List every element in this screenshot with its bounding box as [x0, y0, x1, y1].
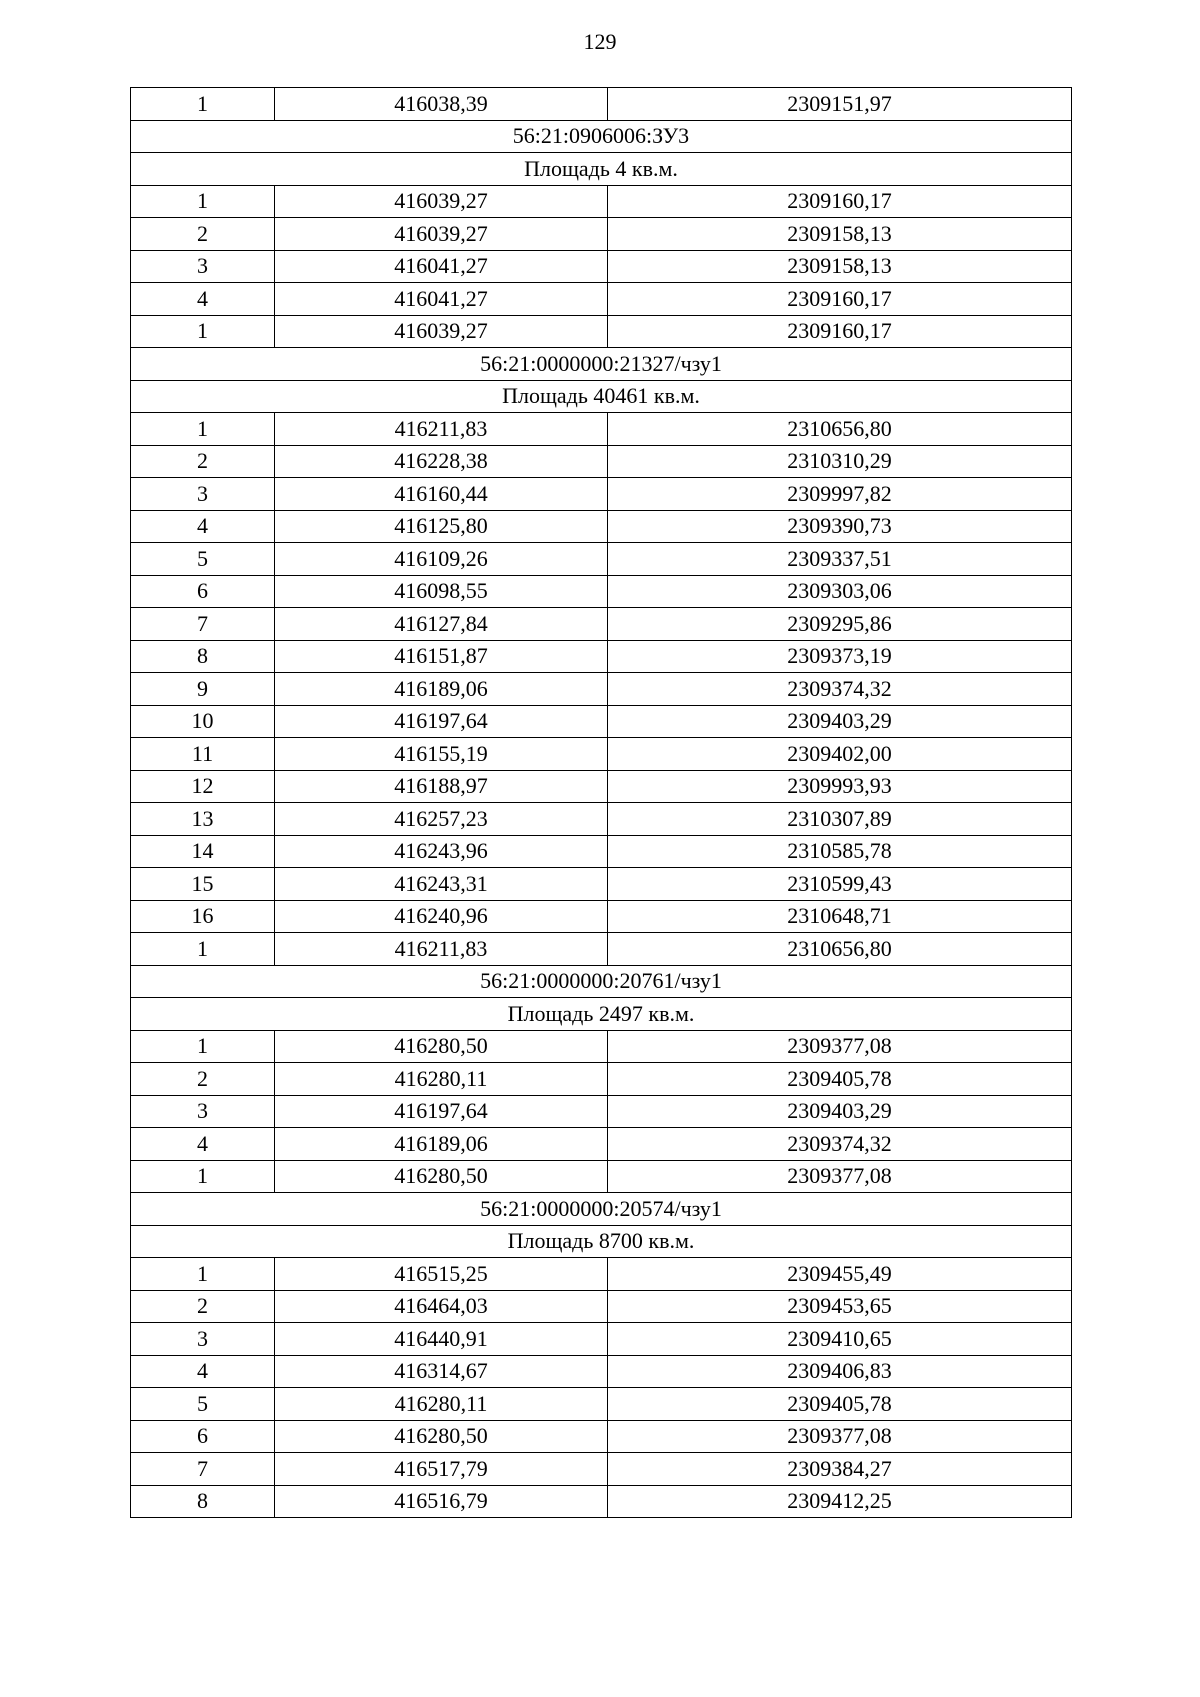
x-coordinate-cell: 416188,97	[275, 770, 608, 803]
section-header-cell: 56:21:0000000:21327/чзу1	[131, 348, 1072, 381]
x-coordinate-cell: 416314,67	[275, 1355, 608, 1388]
point-number-cell: 1	[131, 185, 275, 218]
section-header-cell: 56:21:0000000:20761/чзу1	[131, 965, 1072, 998]
y-coordinate-cell: 2309993,93	[608, 770, 1072, 803]
x-coordinate-cell: 416160,44	[275, 478, 608, 511]
table-row	[131, 1453, 1072, 1486]
section-header-cell: 56:21:0906006:ЗУ3	[131, 120, 1072, 153]
y-coordinate-cell: 2309403,29	[608, 705, 1072, 738]
page-number: 129	[583, 29, 617, 54]
section-header-row	[131, 998, 1072, 1031]
table-row	[131, 1063, 1072, 1096]
y-coordinate-cell: 2309337,51	[608, 543, 1072, 576]
x-coordinate-cell: 416440,91	[275, 1323, 608, 1356]
point-number-cell: 4	[131, 283, 275, 316]
table-row	[131, 445, 1072, 478]
y-coordinate-cell: 2309377,08	[608, 1160, 1072, 1193]
point-number-cell: 4	[131, 1355, 275, 1388]
x-coordinate-cell: 416039,27	[275, 315, 608, 348]
table-row	[131, 88, 1072, 121]
section-header-cell: Площадь 2497 кв.м.	[131, 998, 1072, 1031]
x-coordinate-cell: 416197,64	[275, 1095, 608, 1128]
y-coordinate-cell: 2309390,73	[608, 510, 1072, 543]
point-number-cell: 4	[131, 510, 275, 543]
table-row	[131, 185, 1072, 218]
y-coordinate-cell: 2309403,29	[608, 1095, 1072, 1128]
table-row	[131, 770, 1072, 803]
table-row	[131, 1388, 1072, 1421]
y-coordinate-cell: 2309160,17	[608, 283, 1072, 316]
x-coordinate-cell: 416211,83	[275, 413, 608, 446]
table-row	[131, 250, 1072, 283]
point-number-cell: 3	[131, 1323, 275, 1356]
x-coordinate-cell: 416189,06	[275, 673, 608, 706]
y-coordinate-cell: 2309377,08	[608, 1030, 1072, 1063]
x-coordinate-cell: 416039,27	[275, 185, 608, 218]
point-number-cell: 14	[131, 835, 275, 868]
x-coordinate-cell: 416280,50	[275, 1160, 608, 1193]
x-coordinate-cell: 416109,26	[275, 543, 608, 576]
table-row	[131, 218, 1072, 251]
point-number-cell: 6	[131, 575, 275, 608]
y-coordinate-cell: 2309373,19	[608, 640, 1072, 673]
table-row	[131, 835, 1072, 868]
point-number-cell: 6	[131, 1420, 275, 1453]
x-coordinate-cell: 416189,06	[275, 1128, 608, 1161]
table-row	[131, 283, 1072, 316]
y-coordinate-cell: 2310585,78	[608, 835, 1072, 868]
y-coordinate-cell: 2309410,65	[608, 1323, 1072, 1356]
section-header-row	[131, 965, 1072, 998]
point-number-cell: 7	[131, 1453, 275, 1486]
point-number-cell: 3	[131, 250, 275, 283]
point-number-cell: 13	[131, 803, 275, 836]
table-row	[131, 1420, 1072, 1453]
table-row	[131, 1030, 1072, 1063]
x-coordinate-cell: 416515,25	[275, 1258, 608, 1291]
y-coordinate-cell: 2310656,80	[608, 933, 1072, 966]
table-row	[131, 1128, 1072, 1161]
x-coordinate-cell: 416257,23	[275, 803, 608, 836]
point-number-cell: 8	[131, 640, 275, 673]
point-number-cell: 5	[131, 543, 275, 576]
point-number-cell: 1	[131, 1030, 275, 1063]
point-number-cell: 16	[131, 900, 275, 933]
section-header-cell: 56:21:0000000:20574/чзу1	[131, 1193, 1072, 1226]
x-coordinate-cell: 416155,19	[275, 738, 608, 771]
x-coordinate-cell: 416041,27	[275, 283, 608, 316]
y-coordinate-cell: 2309374,32	[608, 1128, 1072, 1161]
y-coordinate-cell: 2309151,97	[608, 88, 1072, 121]
point-number-cell: 2	[131, 1063, 275, 1096]
x-coordinate-cell: 416243,31	[275, 868, 608, 901]
point-number-cell: 1	[131, 315, 275, 348]
point-number-cell: 11	[131, 738, 275, 771]
y-coordinate-cell: 2309455,49	[608, 1258, 1072, 1291]
point-number-cell: 1	[131, 933, 275, 966]
y-coordinate-cell: 2310599,43	[608, 868, 1072, 901]
table-row	[131, 640, 1072, 673]
point-number-cell: 5	[131, 1388, 275, 1421]
table-row	[131, 900, 1072, 933]
section-header-cell: Площадь 4 кв.м.	[131, 153, 1072, 186]
y-coordinate-cell: 2309295,86	[608, 608, 1072, 641]
y-coordinate-cell: 2309405,78	[608, 1388, 1072, 1421]
y-coordinate-cell: 2310648,71	[608, 900, 1072, 933]
point-number-cell: 1	[131, 88, 275, 121]
coordinates-table-body	[131, 88, 1072, 1518]
table-row	[131, 478, 1072, 511]
x-coordinate-cell: 416240,96	[275, 900, 608, 933]
section-header-row	[131, 348, 1072, 381]
y-coordinate-cell: 2310310,29	[608, 445, 1072, 478]
y-coordinate-cell: 2309402,00	[608, 738, 1072, 771]
y-coordinate-cell: 2309160,17	[608, 315, 1072, 348]
x-coordinate-cell: 416098,55	[275, 575, 608, 608]
table-row	[131, 1485, 1072, 1518]
section-header-row	[131, 120, 1072, 153]
table-row	[131, 510, 1072, 543]
x-coordinate-cell: 416280,50	[275, 1420, 608, 1453]
table-row	[131, 315, 1072, 348]
table-row	[131, 413, 1072, 446]
y-coordinate-cell: 2309303,06	[608, 575, 1072, 608]
x-coordinate-cell: 416280,11	[275, 1388, 608, 1421]
point-number-cell: 1	[131, 1160, 275, 1193]
point-number-cell: 2	[131, 445, 275, 478]
x-coordinate-cell: 416038,39	[275, 88, 608, 121]
table-row	[131, 933, 1072, 966]
table-row	[131, 1095, 1072, 1128]
y-coordinate-cell: 2309997,82	[608, 478, 1072, 511]
x-coordinate-cell: 416197,64	[275, 705, 608, 738]
table-row	[131, 1160, 1072, 1193]
point-number-cell: 7	[131, 608, 275, 641]
y-coordinate-cell: 2309406,83	[608, 1355, 1072, 1388]
x-coordinate-cell: 416280,11	[275, 1063, 608, 1096]
point-number-cell: 2	[131, 218, 275, 251]
x-coordinate-cell: 416280,50	[275, 1030, 608, 1063]
table-row	[131, 1355, 1072, 1388]
section-header-row	[131, 1225, 1072, 1258]
y-coordinate-cell: 2309158,13	[608, 250, 1072, 283]
table-row	[131, 705, 1072, 738]
table-row	[131, 803, 1072, 836]
y-coordinate-cell: 2310656,80	[608, 413, 1072, 446]
x-coordinate-cell: 416125,80	[275, 510, 608, 543]
table-row	[131, 1290, 1072, 1323]
x-coordinate-cell: 416517,79	[275, 1453, 608, 1486]
point-number-cell: 3	[131, 478, 275, 511]
point-number-cell: 12	[131, 770, 275, 803]
table-row	[131, 575, 1072, 608]
x-coordinate-cell: 416243,96	[275, 835, 608, 868]
point-number-cell: 10	[131, 705, 275, 738]
point-number-cell: 4	[131, 1128, 275, 1161]
x-coordinate-cell: 416464,03	[275, 1290, 608, 1323]
x-coordinate-cell: 416516,79	[275, 1485, 608, 1518]
x-coordinate-cell: 416151,87	[275, 640, 608, 673]
section-header-row	[131, 1193, 1072, 1226]
table-row	[131, 608, 1072, 641]
y-coordinate-cell: 2309374,32	[608, 673, 1072, 706]
table-row	[131, 868, 1072, 901]
point-number-cell: 1	[131, 1258, 275, 1291]
section-header-row	[131, 380, 1072, 413]
point-number-cell: 3	[131, 1095, 275, 1128]
x-coordinate-cell: 416211,83	[275, 933, 608, 966]
y-coordinate-cell: 2309384,27	[608, 1453, 1072, 1486]
table-row	[131, 738, 1072, 771]
point-number-cell: 15	[131, 868, 275, 901]
x-coordinate-cell: 416127,84	[275, 608, 608, 641]
point-number-cell: 1	[131, 413, 275, 446]
y-coordinate-cell: 2309453,65	[608, 1290, 1072, 1323]
table-row	[131, 673, 1072, 706]
y-coordinate-cell: 2310307,89	[608, 803, 1072, 836]
y-coordinate-cell: 2309160,17	[608, 185, 1072, 218]
y-coordinate-cell: 2309158,13	[608, 218, 1072, 251]
y-coordinate-cell: 2309405,78	[608, 1063, 1072, 1096]
y-coordinate-cell: 2309377,08	[608, 1420, 1072, 1453]
table-row	[131, 1258, 1072, 1291]
table-row	[131, 543, 1072, 576]
point-number-cell: 8	[131, 1485, 275, 1518]
x-coordinate-cell: 416228,38	[275, 445, 608, 478]
point-number-cell: 9	[131, 673, 275, 706]
x-coordinate-cell: 416041,27	[275, 250, 608, 283]
coordinates-table	[130, 87, 1072, 1518]
section-header-cell: Площадь 40461 кв.м.	[131, 380, 1072, 413]
x-coordinate-cell: 416039,27	[275, 218, 608, 251]
point-number-cell: 2	[131, 1290, 275, 1323]
section-header-row	[131, 153, 1072, 186]
table-row	[131, 1323, 1072, 1356]
section-header-cell: Площадь 8700 кв.м.	[131, 1225, 1072, 1258]
y-coordinate-cell: 2309412,25	[608, 1485, 1072, 1518]
